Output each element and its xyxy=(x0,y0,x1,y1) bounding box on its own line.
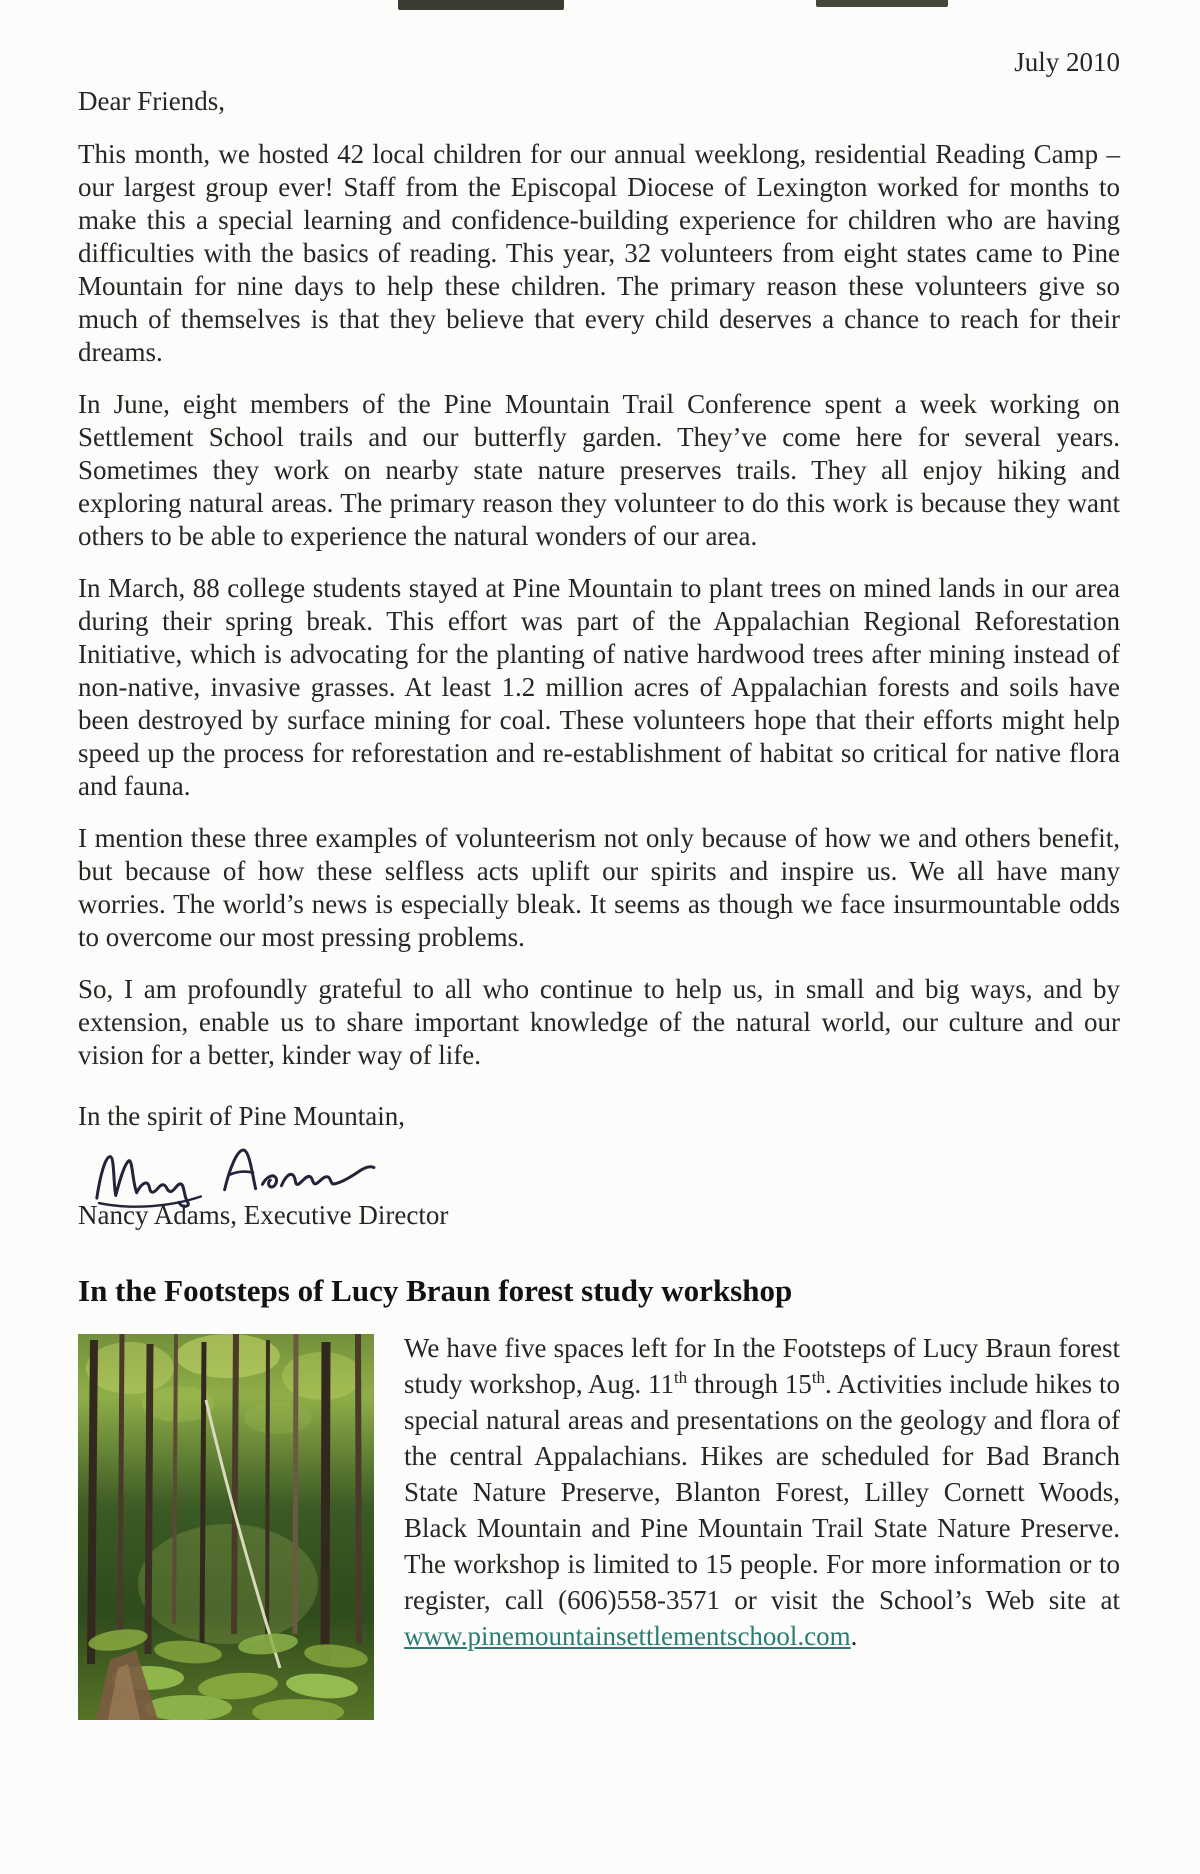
workshop-text-2: through 15 xyxy=(687,1369,812,1399)
scan-artifact-left xyxy=(398,0,564,10)
workshop-text-1: We have five spaces left for In the Footsteps of Lucy Braun forest study workshop, Aug. 11 xyxy=(404,1333,1120,1399)
school-website-link[interactable]: www.pinemountainsettlementschool.com xyxy=(404,1621,851,1651)
scan-artifact-right xyxy=(816,0,948,7)
letter-salutation: Dear Friends, xyxy=(78,86,225,116)
signature-printed-name: Nancy Adams, Executive Director xyxy=(78,1200,449,1230)
ordinal-sup-2: th xyxy=(811,1368,826,1387)
workshop-section xyxy=(78,1330,1120,1726)
signature-ink-icon xyxy=(83,1131,405,1212)
letter-date: July 2010 xyxy=(1014,47,1120,77)
workshop-text-3: . Activities include hikes to special natural areas and presentations on the geology and flora of the central Appalachians. Hikes are scheduled for Bad Branch State Nature Preserve, Blanton Forest, Lilley Cornett Woods, Black Mountain and Pine Mountain Trail State Nature Preserve. The workshop is limited to 15 people. For more information or to register, call (606)558-3571 or visit the School’s Web site at xyxy=(404,1369,1120,1615)
workshop-section-heading: In the Footsteps of Lucy Braun forest study workshop xyxy=(78,1273,793,1308)
letter-paragraph-4: I mention these three examples of volunteerism not only because of how we and others benefit, but because of how these selfless acts uplift our spirits and inspire us. We all have many worries. The world’s news is especially bleak. It seems as though we face insurmountable odds to overcome our most pressing problems. xyxy=(78,823,1120,952)
letter-paragraph-2: In June, eight members of the Pine Mountain Trail Conference spent a week working on Settlement School trails and our butterfly garden. They’ve come here for several years. Sometimes they work on nearby state nature preserves trails. They all enjoy hiking and exploring natural areas. The primary reason they volunteer to do this work is because they want others to be able to experience the natural wonders of our area. xyxy=(78,389,1120,551)
letter-closing: In the spirit of Pine Mountain, xyxy=(78,1101,405,1131)
workshop-text-4: . xyxy=(850,1621,858,1651)
forest-trail-photo xyxy=(78,1334,374,1720)
letter-paragraph-5: So, I am profoundly grateful to all who continue to help us, in small and big ways, and by extension, enable us to share important knowledge of the natural world, our culture and our vision for a better, kinder way of life. xyxy=(78,974,1120,1070)
handwritten-signature xyxy=(84,1137,1120,1207)
letter-paragraph-1: This month, we hosted 42 local children for our annual weeklong, residential Reading Camp – our largest group ever! Staff from the Episcopal Diocese of Lexington worked for months to make this a special learning and confidence-building experience for children who are having difficulties with the basics of reading. This year, 32 volunteers from eight states came to Pine Mountain for nine days to help these children. The primary reason these volunteers give so much of themselves is that they believe that every child deserves a chance to reach for their dreams. xyxy=(78,139,1120,367)
ordinal-sup-1: th xyxy=(673,1368,688,1387)
forest-photo-illustration xyxy=(78,1334,374,1720)
letter-paragraph-3: In March, 88 college students stayed at Pine Mountain to plant trees on mined lands in our area during their spring break. This effort was part of the Appalachian Regional Reforestation Initiative, which is advocating for the planting of native hardwood trees after mining instead of non-native, invasive grasses. At least 1.2 million acres of Appalachian forests and soils have been destroyed by surface mining for coal. These volunteers hope that their efforts might help speed up the process for reforestation and re-establishment of habitat so critical for native flora and fauna. xyxy=(78,573,1120,801)
